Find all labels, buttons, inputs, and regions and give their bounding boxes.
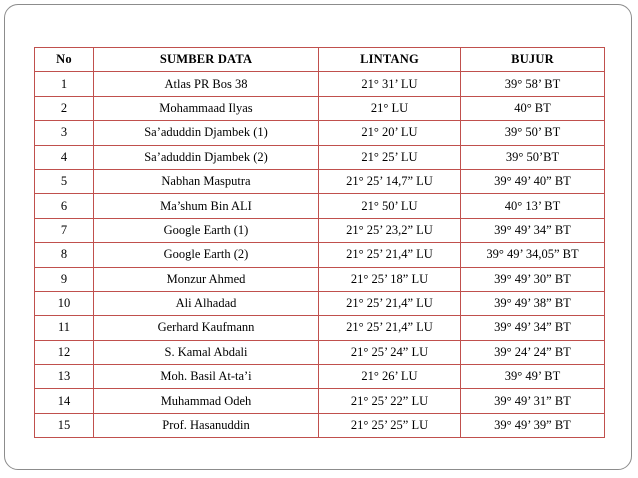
cell-longitude: 39° 49’ 31” BT: [461, 389, 605, 413]
cell-no: 11: [35, 316, 94, 340]
cell-source: Prof. Hasanuddin: [94, 413, 319, 437]
cell-latitude: 21° 25’ 21,4” LU: [319, 291, 461, 315]
cell-source: Mohammaad Ilyas: [94, 96, 319, 120]
cell-no: 15: [35, 413, 94, 437]
cell-source: Sa’aduddin Djambek (1): [94, 121, 319, 145]
cell-latitude: 21° 50’ LU: [319, 194, 461, 218]
table-row: [35, 316, 605, 340]
cell-source: Ma’shum Bin ALI: [94, 194, 319, 218]
cell-longitude: 40° 13’ BT: [461, 194, 605, 218]
cell-longitude: 39° 49’ 39” BT: [461, 413, 605, 437]
cell-source: Ali Alhadad: [94, 291, 319, 315]
cell-latitude: 21° LU: [319, 96, 461, 120]
cell-source: Gerhard Kaufmann: [94, 316, 319, 340]
cell-source: Muhammad Odeh: [94, 389, 319, 413]
cell-no: 5: [35, 169, 94, 193]
cell-source: Google Earth (1): [94, 218, 319, 242]
table-row: [35, 96, 605, 120]
coordinates-table: [34, 47, 605, 438]
cell-longitude: 39° 50’ BT: [461, 121, 605, 145]
header-source: SUMBER DATA: [94, 48, 319, 72]
cell-source: Nabhan Masputra: [94, 169, 319, 193]
cell-longitude: 39° 58’ BT: [461, 72, 605, 96]
table-row: [35, 218, 605, 242]
table-row: [35, 145, 605, 169]
cell-source: S. Kamal Abdali: [94, 340, 319, 364]
cell-latitude: 21° 25’ 14,7” LU: [319, 169, 461, 193]
cell-no: 12: [35, 340, 94, 364]
cell-source: Google Earth (2): [94, 243, 319, 267]
cell-source: Moh. Basil At-ta’i: [94, 365, 319, 389]
cell-no: 8: [35, 243, 94, 267]
cell-latitude: 21° 20’ LU: [319, 121, 461, 145]
cell-source: Sa’aduddin Djambek (2): [94, 145, 319, 169]
cell-longitude: 39° 49’ BT: [461, 365, 605, 389]
table-row: [35, 121, 605, 145]
cell-longitude: 39° 49’ 34,05” BT: [461, 243, 605, 267]
table-row: [35, 194, 605, 218]
header-no: No: [35, 48, 94, 72]
cell-source: Monzur Ahmed: [94, 267, 319, 291]
cell-no: 14: [35, 389, 94, 413]
table-row: [35, 291, 605, 315]
cell-latitude: 21° 25’ 22” LU: [319, 389, 461, 413]
cell-no: 13: [35, 365, 94, 389]
cell-longitude: 40° BT: [461, 96, 605, 120]
cell-longitude: 39° 49’ 38” BT: [461, 291, 605, 315]
cell-no: 4: [35, 145, 94, 169]
table-row: [35, 365, 605, 389]
table-row: [35, 389, 605, 413]
table-row: [35, 413, 605, 437]
cell-no: 3: [35, 121, 94, 145]
cell-no: 6: [35, 194, 94, 218]
cell-latitude: 21° 31’ LU: [319, 72, 461, 96]
cell-latitude: 21° 25’ 21,4” LU: [319, 243, 461, 267]
table-row: [35, 243, 605, 267]
cell-latitude: 21° 25’ 25” LU: [319, 413, 461, 437]
cell-longitude: 39° 49’ 34” BT: [461, 218, 605, 242]
cell-longitude: 39° 49’ 40” BT: [461, 169, 605, 193]
cell-no: 2: [35, 96, 94, 120]
cell-no: 1: [35, 72, 94, 96]
cell-latitude: 21° 25’ 21,4” LU: [319, 316, 461, 340]
table-row: [35, 340, 605, 364]
cell-no: 7: [35, 218, 94, 242]
cell-latitude: 21° 25’ LU: [319, 145, 461, 169]
cell-no: 9: [35, 267, 94, 291]
table-row: [35, 267, 605, 291]
cell-longitude: 39° 50’BT: [461, 145, 605, 169]
table-header-row: [35, 48, 605, 72]
cell-longitude: 39° 49’ 34” BT: [461, 316, 605, 340]
cell-no: 10: [35, 291, 94, 315]
cell-latitude: 21° 25’ 24” LU: [319, 340, 461, 364]
cell-latitude: 21° 25’ 23,2” LU: [319, 218, 461, 242]
cell-longitude: 39° 49’ 30” BT: [461, 267, 605, 291]
cell-longitude: 39° 24’ 24” BT: [461, 340, 605, 364]
header-latitude: LINTANG: [319, 48, 461, 72]
table-row: [35, 169, 605, 193]
cell-latitude: 21° 25’ 18” LU: [319, 267, 461, 291]
table-row: [35, 72, 605, 96]
cell-source: Atlas PR Bos 38: [94, 72, 319, 96]
header-longitude: BUJUR: [461, 48, 605, 72]
cell-latitude: 21° 26’ LU: [319, 365, 461, 389]
